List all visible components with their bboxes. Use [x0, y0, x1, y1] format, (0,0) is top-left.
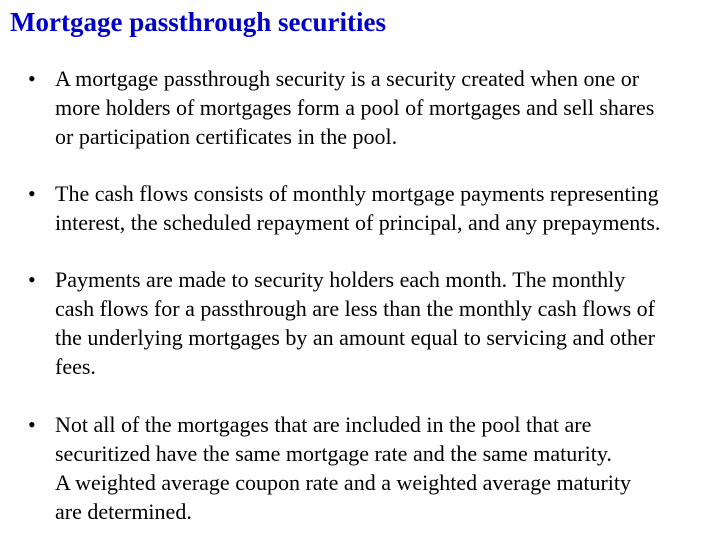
bullet-line: Payments are made to security holders each month. The monthly [55, 267, 626, 292]
bullet-line: the underlying mortgages by an amount equal to servicing and other [55, 325, 655, 350]
bullet-line: interest, the scheduled repayment of principal, and any prepayments. [55, 210, 661, 235]
bullet-text [55, 179, 717, 237]
bullet-text [55, 64, 717, 151]
bullet-line: are determined. [55, 499, 192, 524]
bullet-line: or participation certificates in the pool. [55, 124, 398, 149]
bullet-line: Not all of the mortgages that are included in the pool that are [55, 412, 592, 437]
bullet-line: fees. [55, 354, 96, 379]
bullet-dot-icon: • [28, 412, 36, 437]
bullet-dot-icon: • [28, 267, 36, 292]
slide-title: Mortgage passthrough securities [10, 7, 386, 37]
bullet-text [55, 265, 717, 381]
bullet-dot-icon: • [28, 66, 36, 91]
bullet-text [55, 410, 717, 526]
bullet-line: more holders of mortgages form a pool of mortgages and sell shares [55, 95, 655, 120]
bullet-line: A weighted average coupon rate and a weighted average maturity [55, 470, 632, 495]
bullet-line: securitized have the same mortgage rate and the same maturity. [55, 441, 612, 466]
bullet-dot-icon: • [28, 181, 36, 206]
bullet-line: The cash flows consists of monthly mortgage payments representing [55, 181, 659, 206]
bullet-line: A mortgage passthrough security is a security created when one or [55, 66, 640, 91]
bullet-line: cash flows for a passthrough are less than the monthly cash flows of [55, 296, 655, 321]
